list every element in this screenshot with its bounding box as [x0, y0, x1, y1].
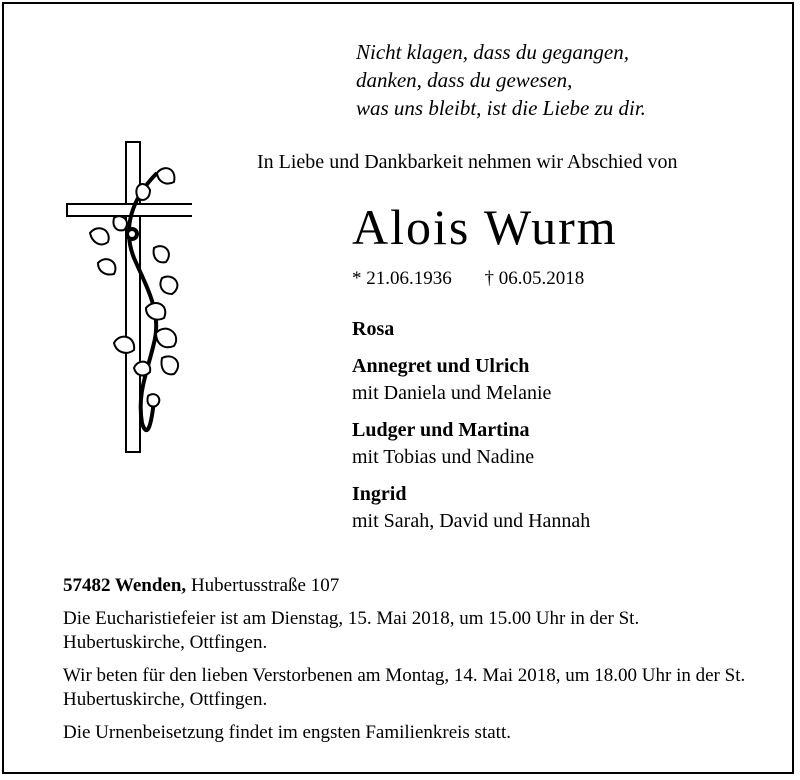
death-date: † 06.05.2018	[484, 268, 585, 289]
note-paragraph: Die Urnenbeisetzung findet im engsten Familienkreis statt.	[63, 722, 511, 743]
family-group	[352, 481, 590, 535]
family-children: mit Sarah, David und Hannah	[352, 510, 591, 532]
birth-date: * 21.06.1936	[352, 268, 452, 289]
family-group	[352, 417, 590, 471]
family-children: mit Daniela und Melanie	[352, 382, 552, 404]
address	[63, 575, 339, 597]
family-children: mit Tobias und Nadine	[352, 446, 535, 468]
poem-line: Nicht klagen, dass du gegangen,	[356, 40, 629, 64]
note-paragraph: Wir beten für den lieben Verstorbenen am Montag, 14. Mai 2018, um 18.00 Uhr in der St. Hubertuskirche, Ottfingen.	[63, 665, 746, 710]
intro-text: In Liebe und Dankbarkeit nehmen wir Abschied von	[257, 151, 678, 173]
family-group	[352, 353, 590, 407]
address-street: Hubertusstraße 107	[186, 575, 340, 596]
poem	[356, 38, 646, 122]
family-member-name: Annegret und Ulrich	[352, 355, 530, 377]
family-member-name: Ludger und Martina	[352, 419, 530, 441]
cross-with-vine-icon	[62, 138, 192, 458]
life-dates	[352, 268, 584, 290]
family-member-name: Rosa	[352, 318, 395, 340]
family-list	[352, 316, 590, 545]
service-notes	[63, 607, 763, 754]
address-place: 57482 Wenden,	[63, 575, 187, 596]
family-group	[352, 316, 590, 343]
deceased-name: Alois Wurm	[352, 199, 618, 255]
poem-line: danken, dass du gewesen,	[356, 68, 573, 92]
poem-line: was uns bleibt, ist die Liebe zu dir.	[356, 96, 646, 120]
family-member-name: Ingrid	[352, 483, 407, 505]
note-paragraph: Die Eucharistiefeier ist am Dienstag, 15. Mai 2018, um 15.00 Uhr in der St. Hubertuskirche, Ottfingen.	[63, 608, 640, 653]
